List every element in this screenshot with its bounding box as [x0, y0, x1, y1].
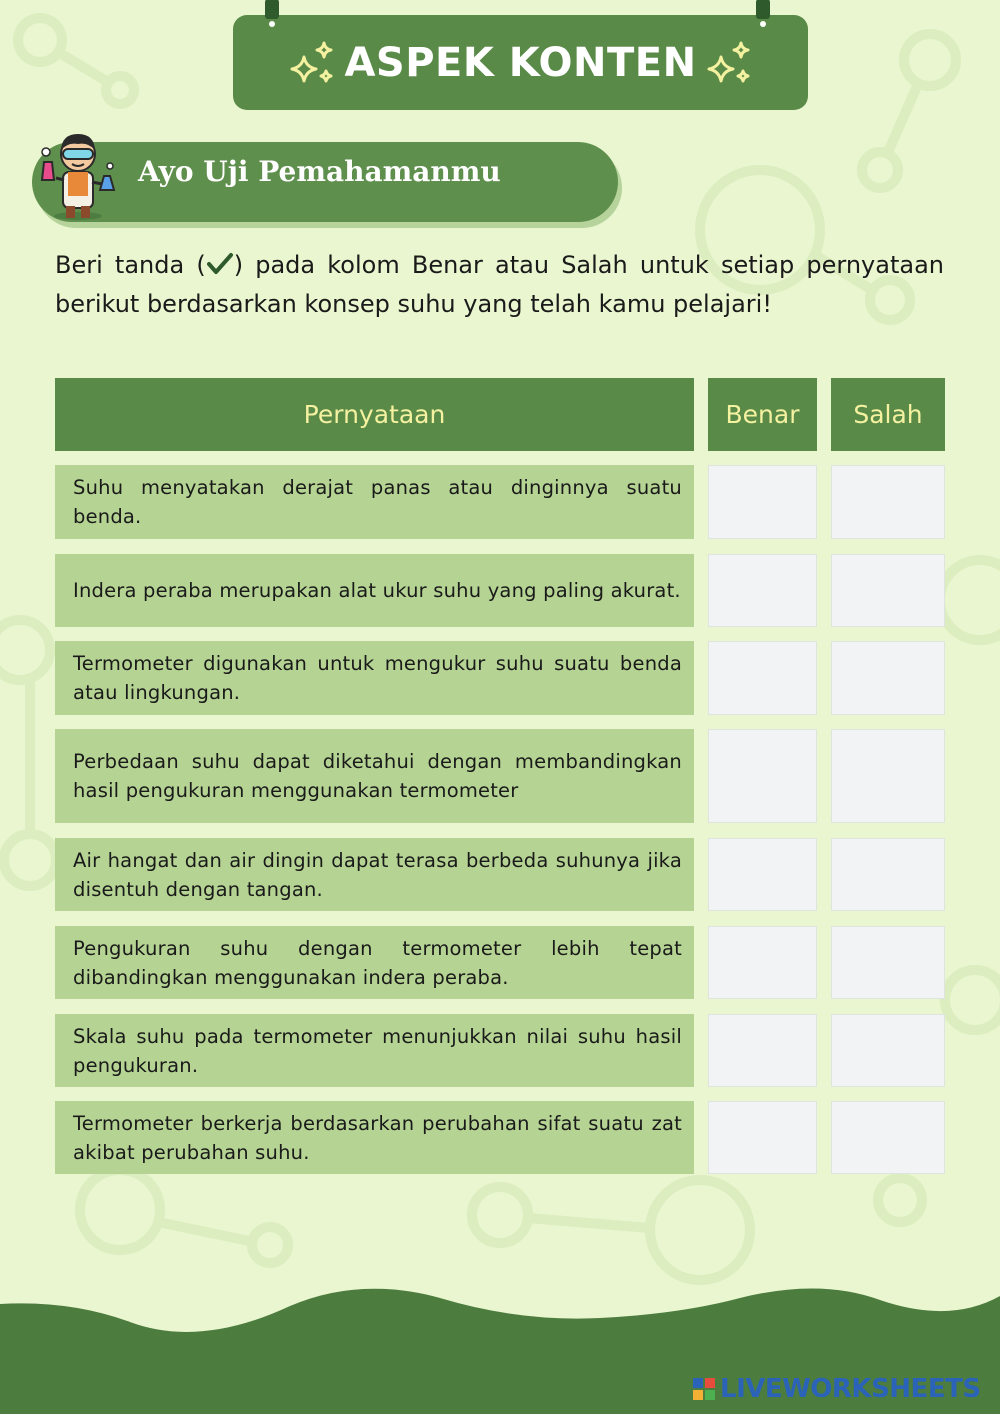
answer-false-box[interactable]: [831, 1014, 945, 1087]
header-statement: [55, 378, 694, 451]
answer-false-box[interactable]: [831, 554, 945, 627]
answer-true-box[interactable]: [708, 554, 817, 627]
answer-true-box[interactable]: [708, 1014, 817, 1087]
statement-text: Skala suhu pada termometer menunjukkan nilai suhu hasil pengukuran.: [73, 1024, 682, 1077]
statement-text: Termometer berkerja berdasarkan perubahan sifat suatu zat akibat perubahan suhu.: [73, 1111, 682, 1164]
answer-false-box[interactable]: [831, 838, 945, 911]
statement-text: Pengukuran suhu dengan termometer lebih tepat dibandingkan menggunakan indera peraba.: [73, 936, 682, 989]
answer-false-box[interactable]: [831, 465, 945, 539]
header-false: [831, 378, 945, 451]
answer-false-box[interactable]: [831, 641, 945, 715]
banner-pin-right: [756, 0, 770, 19]
banner-pin-left: [265, 0, 279, 19]
header-false-label: Salah: [853, 400, 923, 429]
table-row: [55, 641, 694, 715]
table-row: [55, 465, 694, 539]
statement-text: Termometer digunakan untuk mengukur suhu suatu benda atau lingkungan.: [73, 652, 682, 704]
answer-true-box[interactable]: [708, 1101, 817, 1174]
header-true-label: Benar: [725, 400, 800, 429]
sparkle-icon: [286, 37, 338, 89]
table-row: [55, 838, 694, 911]
statement-text: Indera peraba merupakan alat ukur suhu yang paling akurat.: [73, 579, 681, 602]
statement-text: Perbedaan suhu dapat diketahui dengan membandingkan hasil pengukuran menggunakan termometer: [73, 750, 682, 802]
answer-false-box[interactable]: [831, 1101, 945, 1174]
brand-name: LIVEWORKSHEETS: [720, 1374, 981, 1404]
instructions-before: Beri tanda (: [55, 251, 206, 279]
header-true: [708, 378, 817, 451]
answer-true-box[interactable]: [708, 926, 817, 999]
statement-text: Suhu menyatakan derajat panas atau dinginnya suatu benda.: [73, 476, 682, 528]
table-row: [55, 729, 694, 823]
answer-false-box[interactable]: [831, 729, 945, 823]
answer-true-box[interactable]: [708, 641, 817, 715]
table-row: [55, 554, 694, 627]
answer-true-box[interactable]: [708, 465, 817, 539]
answer-false-box[interactable]: [831, 926, 945, 999]
table-row: [55, 1101, 694, 1174]
sparkle-icon: [703, 37, 755, 89]
table-row: [55, 1014, 694, 1087]
instructions-text: [55, 246, 944, 324]
liveworksheets-brand[interactable]: [692, 1374, 981, 1404]
instructions-after: ) pada kolom Benar atau Salah untuk setiap pernyataan berikut berdasarkan konsep suhu yang telah kamu pelajari!: [55, 251, 944, 318]
subheader-title: Ayo Uji Pemahamanmu: [138, 155, 501, 188]
answer-true-box[interactable]: [708, 838, 817, 911]
title-banner: [233, 15, 808, 110]
answer-true-box[interactable]: [708, 729, 817, 823]
scientist-mascot: [30, 122, 126, 222]
table-row: [55, 926, 694, 999]
banner-title: ASPEK KONTEN: [344, 39, 697, 86]
check-icon: [206, 252, 234, 276]
liveworksheets-logo-icon: [692, 1377, 716, 1401]
header-statement-label: Pernyataan: [303, 400, 446, 429]
statement-text: Air hangat dan air dingin dapat terasa berbeda suhunya jika disentuh dengan tangan.: [73, 848, 682, 901]
